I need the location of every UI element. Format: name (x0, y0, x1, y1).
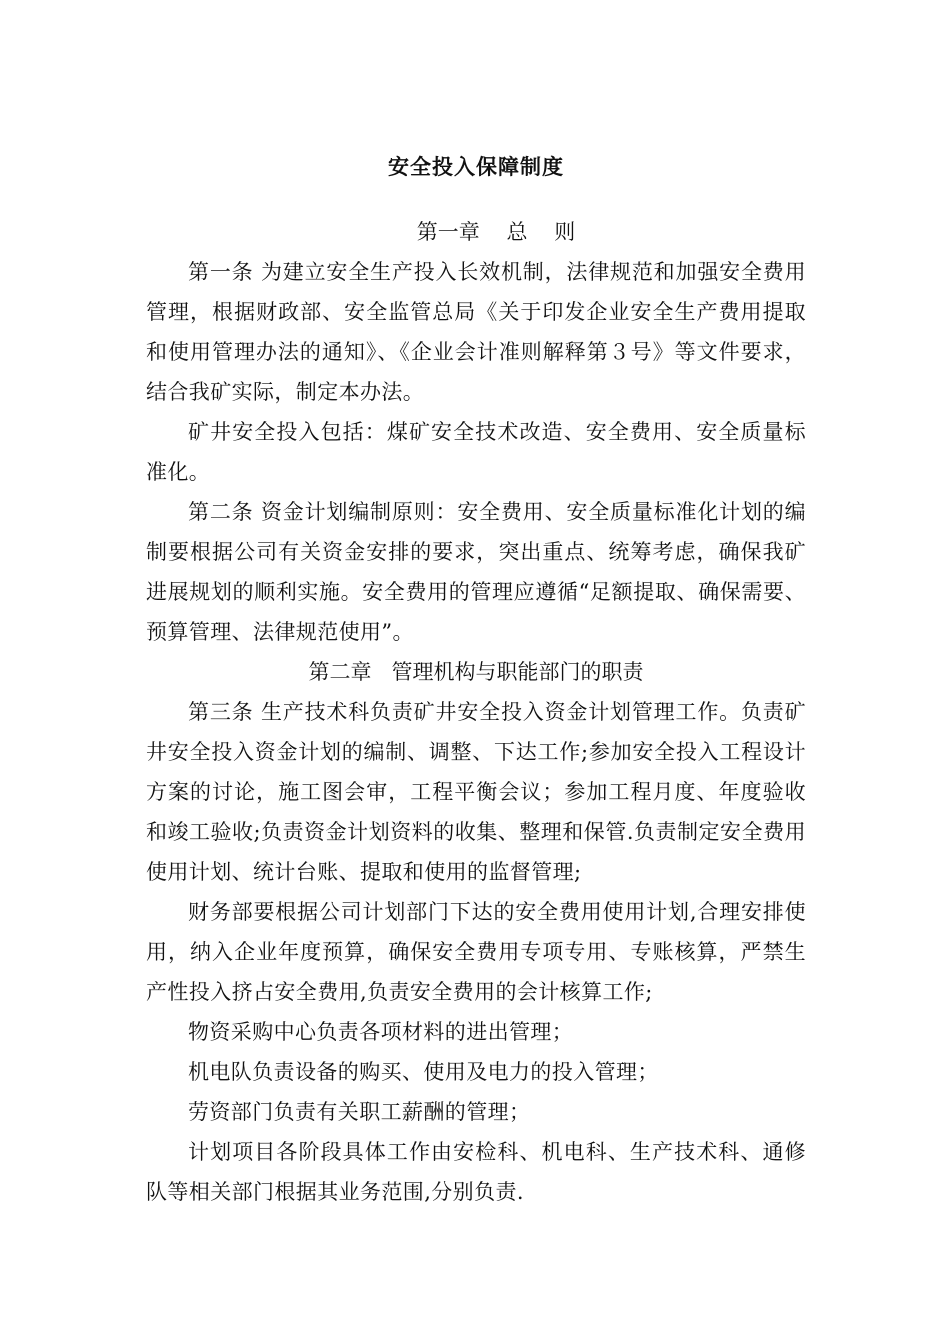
paragraph-project-stages: 计划项目各阶段具体工作由安检科、机电科、生产技术科、通修队等相关部门根据其业务范围,分别负责. (146, 1140, 806, 1204)
paragraph-procurement-center: 物资采购中心负责各项材料的进出管理； (188, 1020, 574, 1044)
document-body (146, 212, 806, 1212)
paragraph-safety-investment-scope: 矿井安全投入包括：煤矿安全技术改造、安全费用、安全质量标准化。 (146, 420, 806, 484)
paragraph-labor-dept: 劳资部门负责有关职工薪酬的管理； (188, 1100, 531, 1124)
chapter-heading-2: 第二章 管理机构与职能部门的职责 (308, 660, 644, 684)
paragraph-electromechanical-team: 机电队负责设备的购买、使用及电力的投入管理； (188, 1060, 659, 1084)
paragraph-article-3: 第三条 生产技术科负责矿井安全投入资金计划管理工作。负责矿井安全投入资金计划的编制、调整、下达工作;参加安全投入工程设计方案的讨论，施工图会审，工程平衡会议；参加工程月度、年度验收和竣工验收;负责资金计划资料的收集、整理和保管.负责制定安全费用使用计划、统计台账、提取和使用的监督管理; (146, 700, 806, 884)
paragraph-article-2: 第二条 资金计划编制原则：安全费用、安全质量标准化计划的编制要根据公司有关资金安排的要求，突出重点、统筹考虑，确保我矿进展规划的顺利实施。安全费用的管理应遵循“足额提取、确保需要、预算管理、法律规范使用”。 (146, 500, 806, 644)
document-title: 安全投入保障制度 (388, 155, 564, 179)
chapter-heading-1: 第一章 总 则 (416, 220, 576, 244)
paragraph-article-1: 第一条 为建立安全生产投入长效机制，法律规范和加强安全费用管理，根据财政部、安全监管总局《关于印发企业安全生产费用提取和使用管理办法的通知》、《企业会计准则解释第３号》等文件要求，结合我矿实际，制定本办法。 (146, 260, 806, 404)
paragraph-finance-dept: 财务部要根据公司计划部门下达的安全费用使用计划,合理安排使用，纳入企业年度预算，确保安全费用专项专用、专账核算，严禁生产性投入挤占安全费用,负责安全费用的会计核算工作; (146, 900, 806, 1004)
